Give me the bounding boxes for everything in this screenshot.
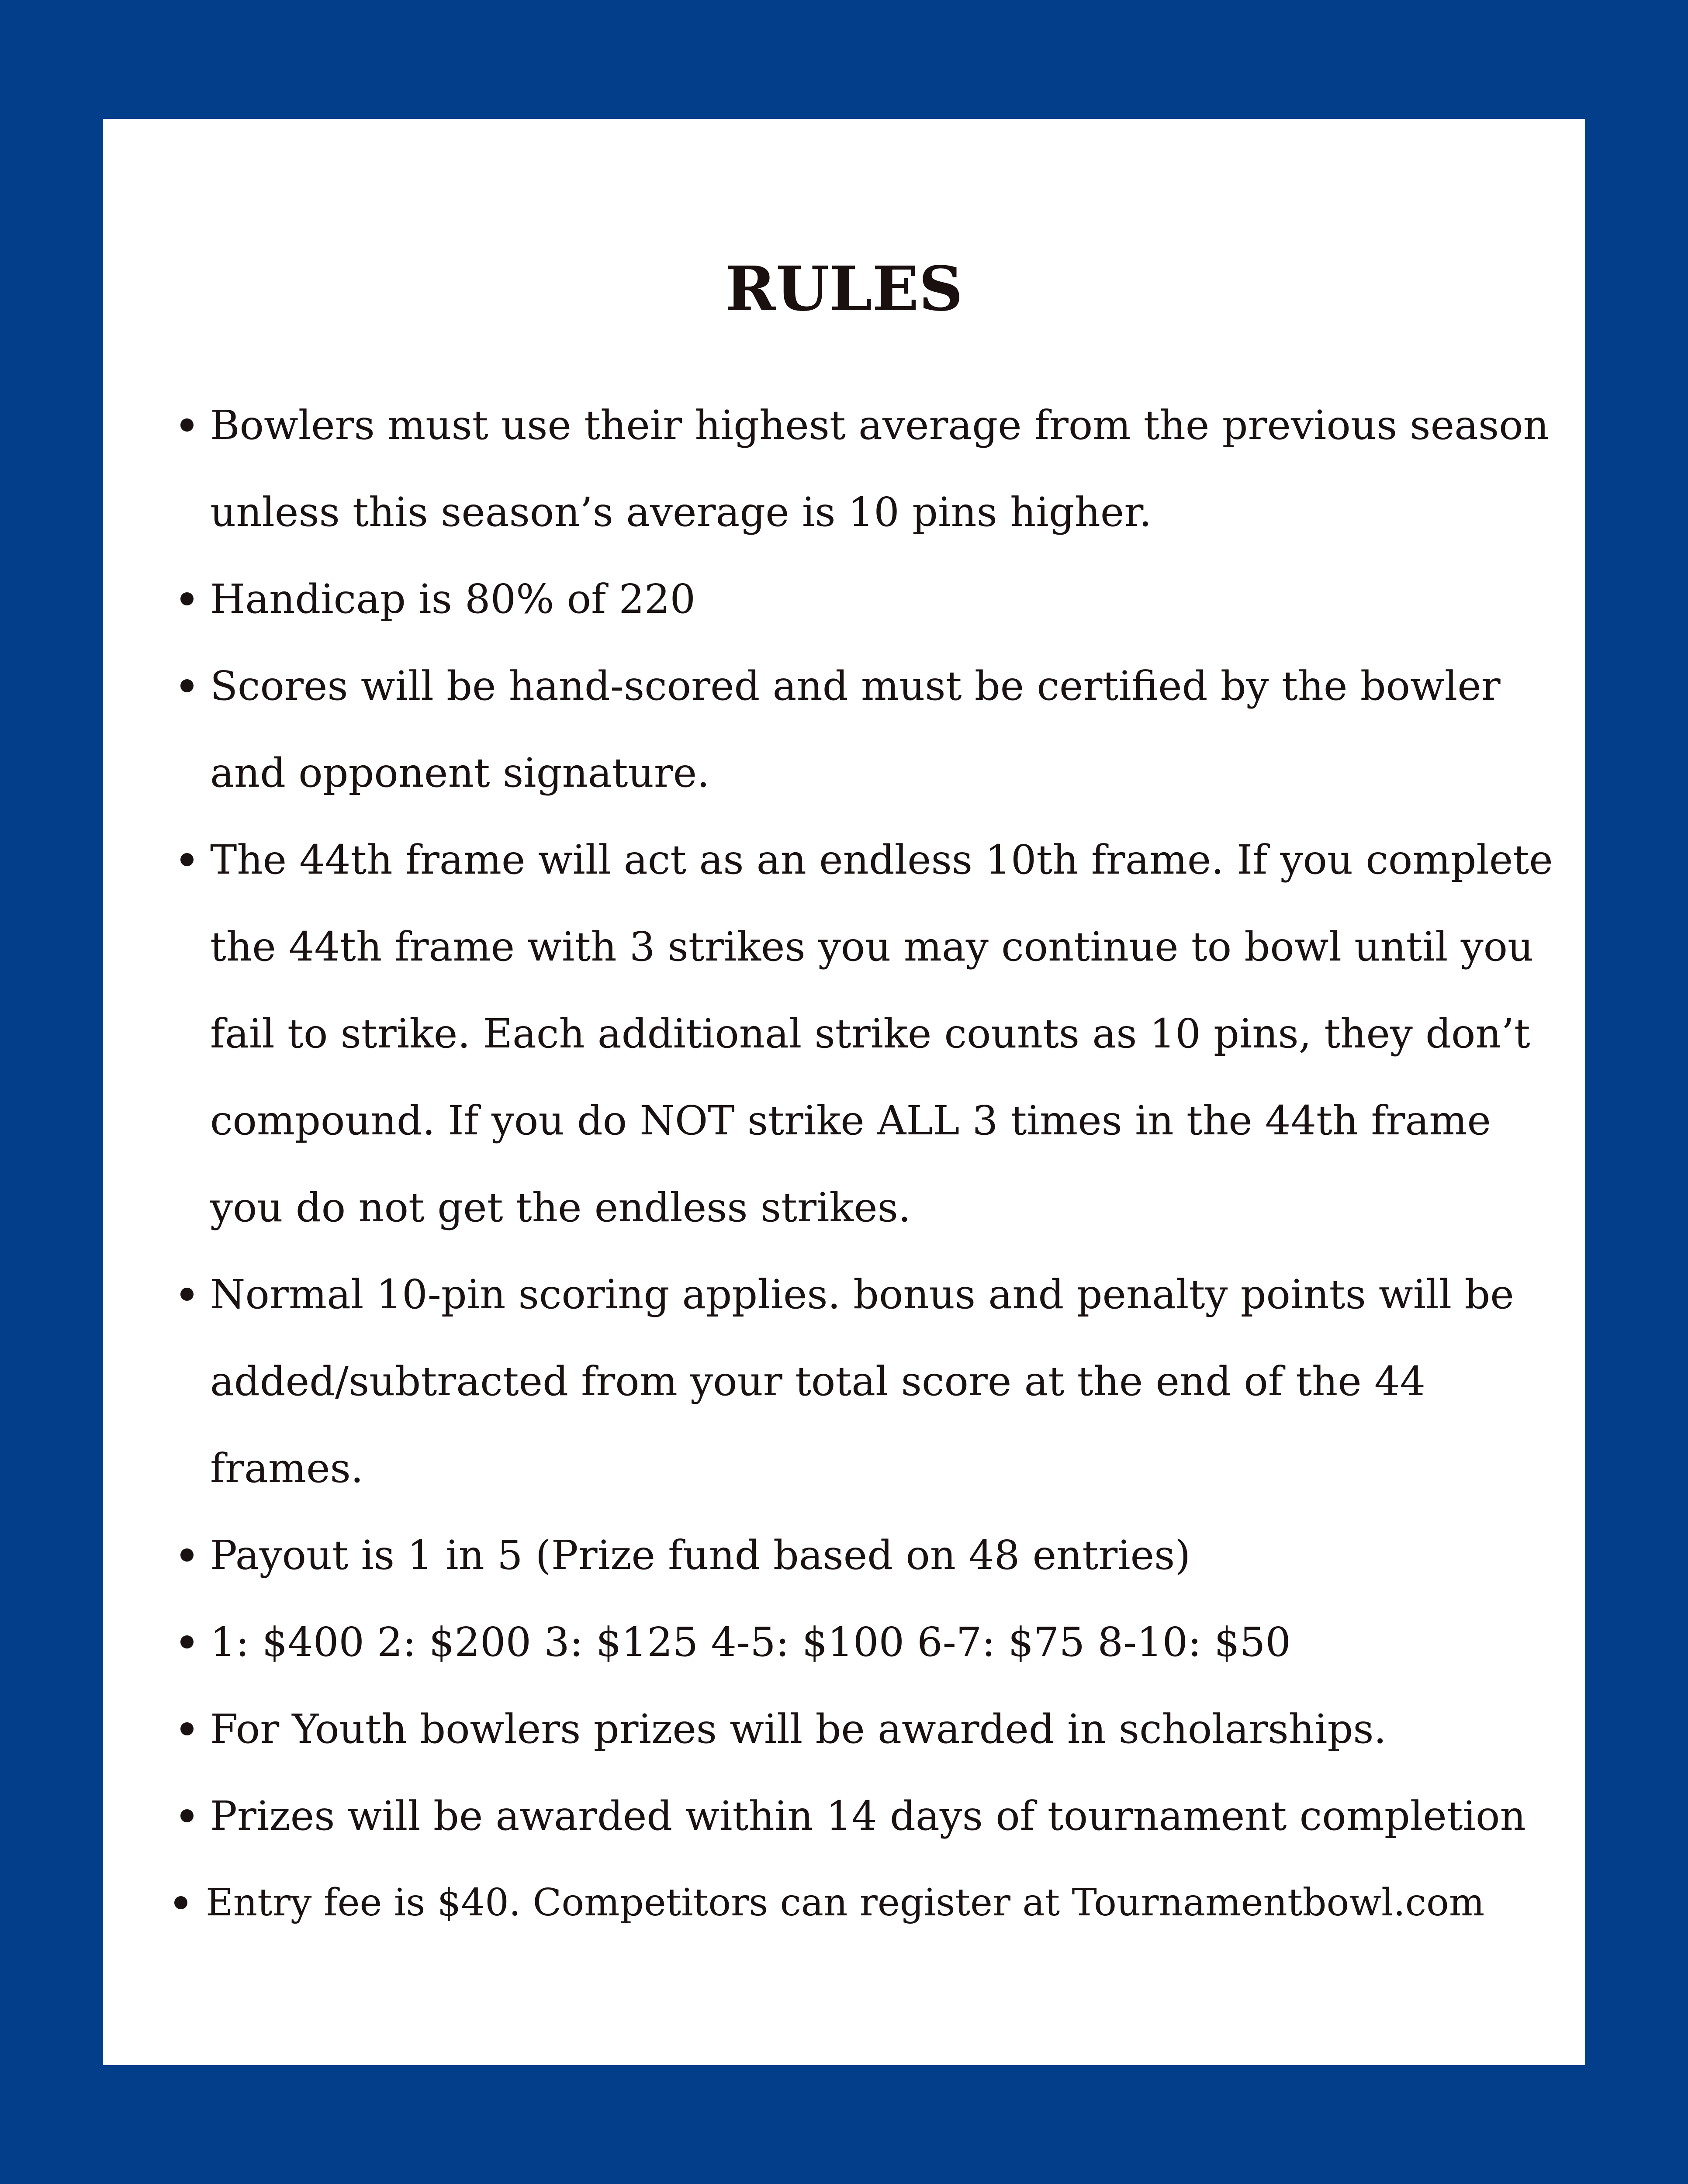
bullet-icon: [180, 853, 194, 866]
bullet-icon: [180, 679, 194, 692]
rule-item-handicap: [210, 556, 1573, 643]
rules-list: [206, 382, 1573, 1946]
bullet-icon: [180, 1809, 194, 1822]
bullet-icon: [180, 1288, 194, 1301]
rule-item-youth-prizes: [210, 1686, 1573, 1773]
bullet-icon: [180, 418, 194, 432]
bullet-icon: [180, 1548, 194, 1562]
bullet-icon: [174, 1896, 187, 1909]
rule-item-endless-frame: [210, 816, 1573, 1251]
rule-text-scores: Scores will be hand-scored and must be certified by the bowler and opponent signature.: [210, 663, 1501, 796]
rule-text-normal-scoring: Normal 10-pin scoring applies. bonus and penalty points will be added/subtracted from your total score at the end of the 44 frames.: [210, 1271, 1514, 1492]
bullet-icon: [180, 1635, 194, 1648]
bullet-icon: [180, 592, 194, 605]
rule-text-prize-breakdown: 1: $400 2: $200 3: $125 4-5: $100 6-7: $75 8-10: $50: [210, 1619, 1291, 1666]
rule-text-award-timing: Prizes will be awarded within 14 days of tournament completion: [210, 1793, 1526, 1839]
rule-item-prize-breakdown: [210, 1599, 1573, 1686]
rule-text-average: Bowlers must use their highest average from the previous season unless this season’s average is 10 pins higher.: [210, 402, 1549, 536]
bullet-icon: [180, 1722, 194, 1735]
rule-item-entry-fee: [206, 1859, 1573, 1946]
rule-item-average: [210, 382, 1573, 556]
rules-title: RULES: [725, 253, 963, 325]
rule-item-award-timing: [210, 1773, 1573, 1859]
rule-item-normal-scoring: [210, 1251, 1573, 1512]
rule-text-handicap: Handicap is 80% of 220: [210, 576, 696, 622]
rule-item-scores: [210, 643, 1573, 816]
rules-document-panel: [103, 119, 1585, 2065]
rule-text-youth-prizes: For Youth bowlers prizes will be awarded in scholarships.: [210, 1706, 1387, 1752]
rule-text-payout: Payout is 1 in 5 (Prize fund based on 48 entries): [210, 1532, 1191, 1579]
rule-item-payout: [210, 1512, 1573, 1599]
rule-text-entry-fee: Entry fee is $40. Competitors can register at Tournamentbowl.com: [206, 1881, 1485, 1925]
rule-text-endless-frame: The 44th frame will act as an endless 10th frame. If you complete the 44th frame with 3 strikes you may continue to bowl until you fail to strike. Each additional strike counts as 10 pins, they don’t compound. If you do NOT strike ALL 3 times in the 44th frame you do not get the endless strikes.: [210, 836, 1553, 1231]
